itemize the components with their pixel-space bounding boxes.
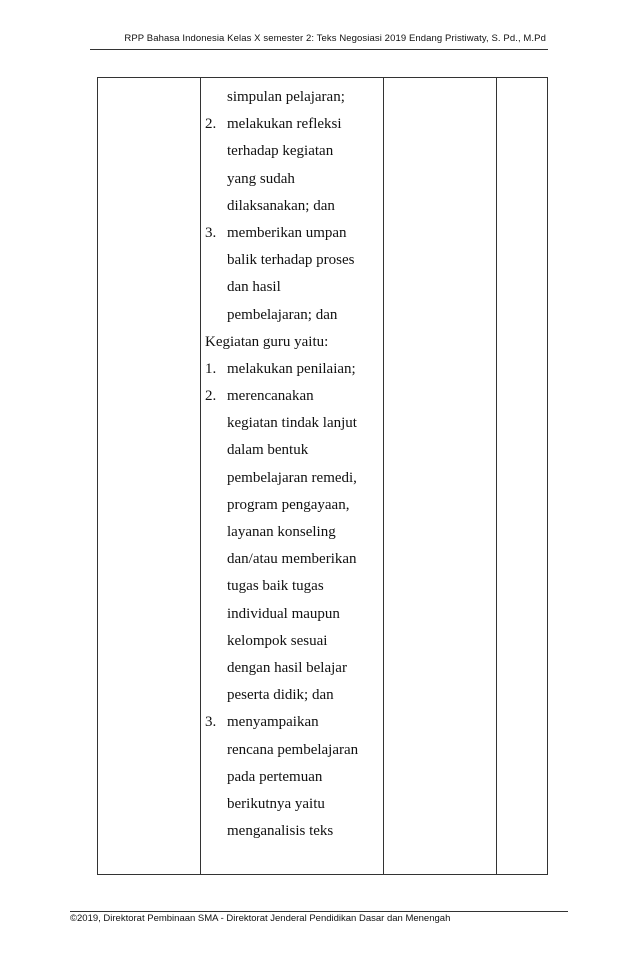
list-item — [201, 247, 383, 274]
list-item-text: menganalisis teks — [227, 823, 334, 840]
list-item-text: balik terhadap proses — [227, 252, 355, 269]
list-item — [201, 111, 383, 138]
list-item-text: individual maupun — [227, 605, 340, 622]
list-item-number: 2. — [205, 116, 217, 133]
header-divider — [90, 49, 548, 50]
footer-divider — [70, 911, 568, 912]
list-item — [201, 492, 383, 519]
list-item-text: menyampaikan — [227, 714, 319, 731]
list-item-number: 2. — [205, 388, 217, 405]
list-item — [201, 764, 383, 791]
list-item-text: merencanakan — [227, 388, 314, 405]
lesson-plan-table — [97, 77, 548, 875]
table-cell-empty-4 — [497, 78, 548, 875]
list-item-text: terhadap kegiatan — [227, 143, 334, 160]
list-item — [201, 220, 383, 247]
list-item-text: kelompok sesuai — [227, 632, 328, 649]
list-item — [201, 655, 383, 682]
activity-list — [201, 78, 383, 845]
list-item-text: rencana pembelajaran — [227, 741, 359, 758]
list-item — [201, 329, 383, 356]
list-item-text: dan/atau memberikan — [227, 551, 357, 568]
list-item — [201, 383, 383, 410]
list-item — [201, 601, 383, 628]
list-item-number: 3. — [205, 224, 217, 241]
table-cell-empty-3 — [384, 78, 497, 875]
list-item-text: pembelajaran; dan — [227, 306, 338, 323]
list-item-text: Kegiatan guru yaitu: — [205, 333, 329, 350]
list-item — [201, 166, 383, 193]
list-item-text: melakukan refleksi — [227, 116, 342, 133]
list-item-number: 3. — [205, 714, 217, 731]
list-item — [201, 519, 383, 546]
list-item-text: peserta didik; dan — [227, 687, 334, 704]
list-item-text: dan hasil — [227, 279, 281, 296]
list-item-text: berikutnya yaitu — [227, 795, 325, 812]
list-item-text: dilaksanakan; dan — [227, 197, 335, 214]
page-footer: ©2019, Direktorat Pembinaan SMA - Direktorat Jenderal Pendidikan Dasar dan Menengah — [70, 913, 451, 924]
list-item — [201, 274, 383, 301]
list-item — [201, 682, 383, 709]
page-header: RPP Bahasa Indonesia Kelas X semester 2: Teks Negosiasi 2019 Endang Pristiwaty, S. Pd., M.Pd — [124, 33, 546, 44]
list-item-text: memberikan umpan — [227, 224, 347, 241]
list-item — [201, 356, 383, 383]
list-item-text: kegiatan tindak lanjut — [227, 415, 357, 432]
list-item-text: layanan konseling — [227, 524, 336, 540]
list-item — [201, 465, 383, 492]
list-item — [201, 437, 383, 464]
list-item-text: dalam bentuk — [227, 442, 309, 459]
list-item — [201, 573, 383, 600]
list-item — [201, 193, 383, 220]
list-item-text: program pengayaan, — [227, 496, 350, 513]
list-item-text: yang sudah — [227, 170, 295, 187]
list-item-text: pada pertemuan — [227, 768, 323, 785]
list-item — [201, 791, 383, 818]
list-item-text: dengan hasil belajar — [227, 659, 347, 676]
list-item-number: 1. — [205, 360, 217, 377]
table-row — [98, 78, 548, 875]
list-item — [201, 138, 383, 165]
list-item — [201, 818, 383, 845]
list-item-text: simpulan pelajaran; — [227, 89, 345, 105]
list-item — [201, 709, 383, 736]
list-item-text: melakukan penilaian; — [227, 360, 356, 377]
list-item — [201, 628, 383, 655]
list-item — [201, 84, 383, 111]
list-item — [201, 546, 383, 573]
table-cell-empty-1 — [98, 78, 201, 875]
table-cell-activities — [201, 78, 384, 875]
list-item — [201, 302, 383, 329]
list-item-text: pembelajaran remedi, — [227, 469, 357, 486]
list-item — [201, 410, 383, 437]
list-item-text: tugas baik tugas — [227, 578, 324, 595]
list-item — [201, 737, 383, 764]
